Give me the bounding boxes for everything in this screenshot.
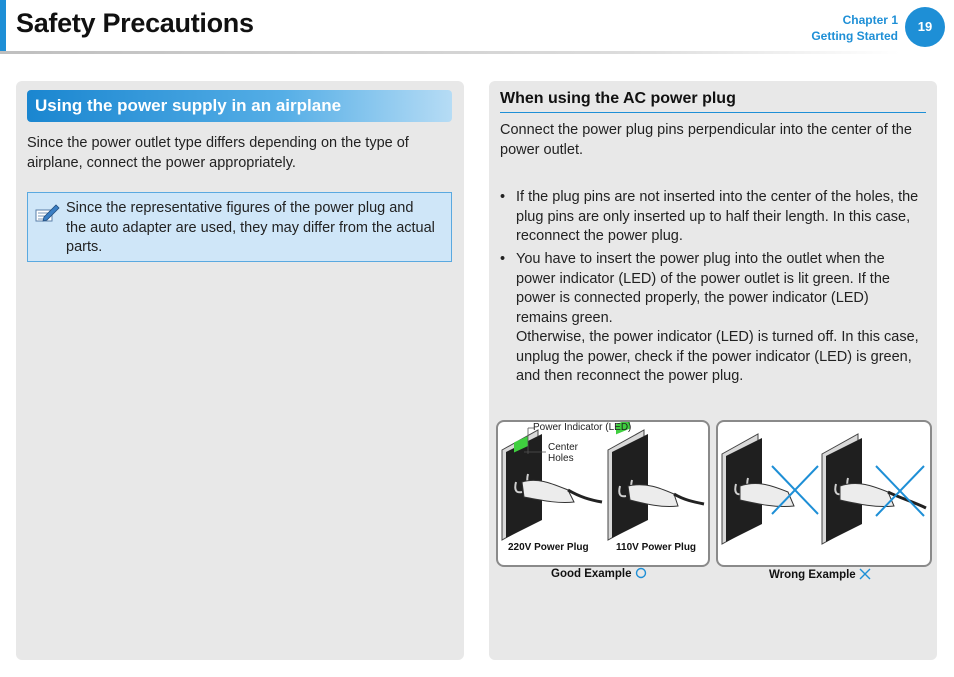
caption-110v: 110V Power Plug <box>616 542 697 553</box>
page-header <box>0 0 954 54</box>
note-text <box>66 199 448 258</box>
header-accent-bar <box>0 0 6 52</box>
right-panel <box>489 81 937 660</box>
wrong-example-label <box>769 568 871 581</box>
airplane-intro <box>27 134 457 173</box>
header-divider <box>0 51 900 54</box>
bullet-line: and then reconnect the power plug. <box>516 368 744 384</box>
ac-plug-intro <box>500 121 934 160</box>
wrong-example-figure <box>716 420 932 567</box>
intro-line: Since the power outlet type differs depending on the type of <box>27 135 409 151</box>
holes-callout <box>548 442 578 464</box>
bullet-line: Otherwise, the power indicator (LED) is turned off. In this case, <box>516 329 919 345</box>
subsection-heading: When using the AC power plug <box>500 90 736 107</box>
section-heading-bar <box>27 90 452 122</box>
circle-icon <box>635 567 647 579</box>
bullet-text <box>516 250 930 387</box>
intro-line: power outlet. <box>500 141 584 158</box>
bullet-line: plug pins are only inserted up to half their length. In this case, <box>516 208 911 225</box>
note-line: parts. <box>66 239 103 255</box>
bullet-line: power is connected properly, the power indicator (LED) <box>516 290 869 306</box>
cross-icon <box>859 568 871 580</box>
wrong-plug-illustration <box>718 422 930 565</box>
bullet-text <box>516 188 930 247</box>
outlet-110v <box>608 422 704 540</box>
intro-line: airplane, connect the power appropriately. <box>27 154 296 171</box>
caption-220v: 220V Power Plug <box>508 542 589 553</box>
chapter-number: Chapter 1 <box>842 13 898 27</box>
bullet-dot: • <box>500 189 506 205</box>
outlet-wrong-1 <box>722 434 818 544</box>
chapter-label <box>811 12 898 44</box>
page-title: Safety Precautions <box>16 8 254 38</box>
bullet-line: You have to insert the power plug into the outlet when the <box>516 251 885 267</box>
chapter-section: Getting Started <box>811 29 898 43</box>
section-heading: Using the power supply in an airplane <box>35 96 342 115</box>
note-box <box>27 192 452 262</box>
bullet-line: power indicator (LED) of the power outlet is lit green. If the <box>516 270 890 287</box>
bullet-line: remains green. <box>516 309 613 326</box>
bullet-line: reconnect the power plug. <box>516 228 683 244</box>
intro-line: Connect the power plug pins perpendicular into the center of the <box>500 122 912 138</box>
left-panel <box>16 81 464 660</box>
subsection-divider <box>500 112 926 113</box>
holes-callout-line: Center <box>548 442 579 453</box>
note-line: Since the representative figures of the power plug and <box>66 200 414 216</box>
page-number-badge: 19 <box>905 7 945 47</box>
led-callout: Power Indicator (LED) <box>533 422 632 433</box>
outlet-wrong-2 <box>822 434 926 544</box>
note-pencil-icon <box>34 202 60 226</box>
good-example-figure <box>496 420 710 567</box>
bullet-dot: • <box>500 251 506 267</box>
bullet-line: unplug the power, check if the power indicator (LED) is green, <box>516 348 912 365</box>
note-line: the auto adapter are used, they may differ from the actual <box>66 219 435 236</box>
bullet-line: If the plug pins are not inserted into the center of the holes, the <box>516 189 919 205</box>
holes-callout-line: Holes <box>548 453 574 464</box>
good-example-label <box>551 567 647 580</box>
wrong-example-text: Wrong Example <box>769 569 856 581</box>
good-example-text: Good Example <box>551 568 632 580</box>
